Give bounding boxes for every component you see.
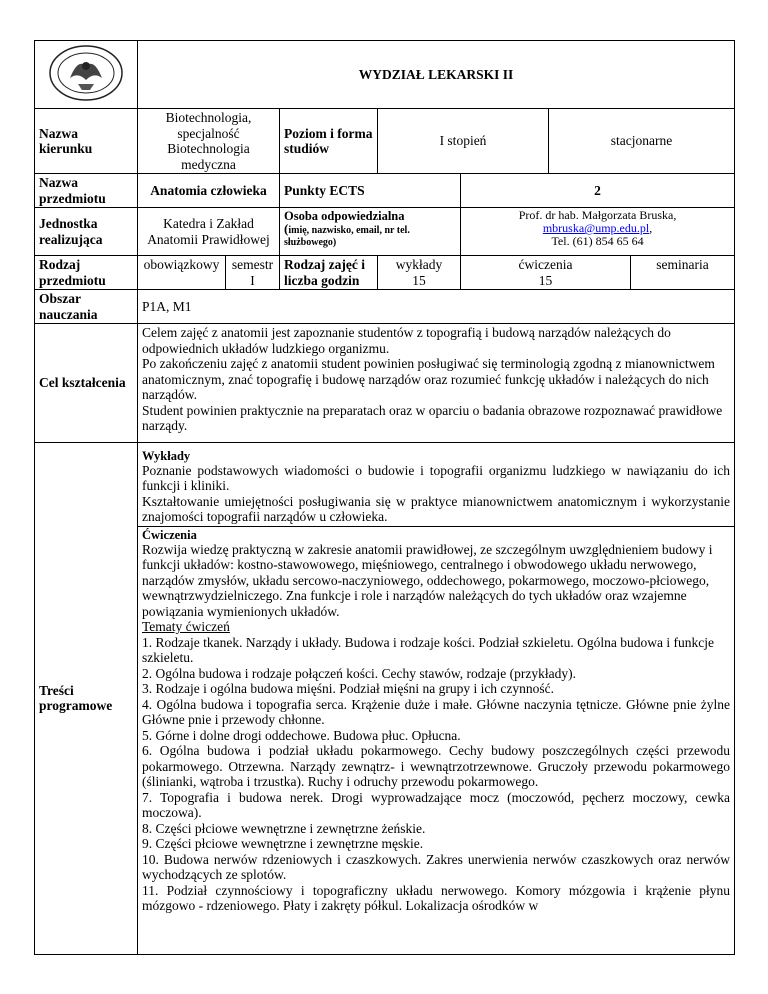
wyklady-cell: [378, 256, 461, 290]
header-row: [35, 41, 735, 109]
topic-item: 1. Rodzaje tkanek. Narządy i układy. Budowa i rodzaje kości. Podział szkieletu. Ogólna budowa i funkcje szkieletu.: [142, 634, 714, 665]
topic-item: 4. Ogólna budowa i topografia serca. Krążenie duże i małe. Główne naczynia tętnicze. Główne pnie żylne Główne pnie i przewody chłonne.: [142, 696, 731, 727]
zajecia-label: Rodzaj zajęć i liczba godzin: [280, 256, 378, 290]
osoba-name: Prof. dr hab. Małgorzata Bruska,: [518, 208, 677, 222]
osoba-paren: (: [284, 221, 289, 236]
kierunek-label: Nazwa kierunku: [35, 109, 138, 174]
wyklady-hours: 15: [412, 272, 426, 288]
cwiczenia-cell: [461, 256, 631, 290]
osoba-label: Osoba odpowiedzialna: [284, 209, 405, 223]
faculty-title: WYDZIAŁ LEKARSKI II: [138, 41, 735, 109]
topic-item: 10. Budowa nerwów rdzeniowych i czaszkowych. Zakres unerwienia nerwów czaszkowych oraz nerwów wychodzących ze splotów.: [142, 851, 731, 882]
osoba-label-cell: [280, 208, 461, 256]
cwiczenia-heading: Ćwiczenia: [142, 527, 197, 542]
row-cel: [35, 324, 735, 443]
row-przedmiot: [35, 174, 735, 208]
syllabus-page: [34, 40, 734, 955]
topic-item: 2. Ogólna budowa i rodzaje połączeń kości. Cechy stawów, rodzaje (przykłady).: [142, 665, 576, 681]
syllabus-table: [34, 40, 735, 955]
row-kierunek: [35, 109, 735, 174]
osoba-phone: Tel. (61) 854 65 64: [551, 234, 644, 248]
row-rodzaj: [35, 256, 735, 290]
przedmiot-label: Nazwa przedmiotu: [35, 174, 138, 208]
osoba-email-link[interactable]: mbruska@ump.edu.pl: [542, 221, 650, 235]
row-tresci-cwiczenia: [35, 526, 735, 954]
poziom-label: Poziom i forma studiów: [280, 109, 378, 174]
wyklady-content: [138, 442, 735, 526]
topic-item: 5. Górne i dolne drogi oddechowe. Budowa płuc. Opłucna.: [142, 727, 461, 743]
cwiczenia-content: [138, 526, 735, 954]
jednostka-label: Jednostka realizująca: [35, 208, 138, 256]
ects-label: Punkty ECTS: [280, 174, 461, 208]
topic-item: 3. Rodzaje i ogólna budowa mięśni. Podział mięśni na grupy i ich czynność.: [142, 681, 555, 696]
seminaria-label: seminaria: [631, 256, 735, 290]
cel-line-3: Student powinien praktycznie na preparatach oraz w oparciu o badania obrazowe rozpoznawać prawidłowe narządy.: [142, 402, 723, 433]
obszar-label: Obszar nauczania: [35, 290, 138, 324]
logo-cell: [35, 41, 138, 109]
semestr-label: semestr: [231, 257, 274, 272]
cel-line-2: Po zakończeniu zajęć z anatomii student powinien posługiwać się terminologią zgodną z mianownictwem anatomicznym, znać topografię i budowę narządów oraz rozumieć funkcję układów i należących do nich narządów.: [142, 356, 715, 402]
row-tresci-wyklady: [35, 442, 735, 526]
rodzaj-value: obowiązkowy: [138, 256, 226, 290]
przedmiot-value: Anatomia człowieka: [138, 174, 280, 208]
cel-line-1: Celem zajęć z anatomii jest zapoznanie studentów z topografią i budową narządów należących do odpowiednich układów ludzkiego organizmu.: [142, 325, 671, 356]
topic-item: 8. Części płciowe wewnętrzne i zewnętrzne żeńskie.: [142, 820, 426, 836]
university-seal-icon: [48, 44, 124, 102]
ects-value: 2: [461, 174, 735, 208]
cwiczenia-intro: Rozwija wiedzę praktyczną w zakresie anatomii prawidłowej, ze szczególnym uwzględnieniem budowy i funkcji układów: kostno-stawowowego, mięśniowego, centralnego i obwodowego układu nerwowego, narządów zmysłów, układu sercowo-naczyniowego, oddechowego, pokarmowego, moczowo-płciowego, wewnątrzwydzielniczego. Zna funkcje i role i narządów należących do tych układów oraz wzajemne powiązania wymienionych układów.: [142, 541, 713, 619]
row-obszar: [35, 290, 735, 324]
poziom-level: I stopień: [378, 109, 549, 174]
poziom-form: stacjonarne: [549, 109, 735, 174]
osoba-email-suffix: ,: [649, 221, 653, 235]
rodzaj-label: Rodzaj przedmiotu: [35, 256, 138, 290]
cel-content: [138, 324, 735, 443]
osoba-sublabel: imię, nazwisko, email, nr tel. służbowego): [284, 225, 410, 248]
semestr-cell: [226, 256, 280, 290]
topic-item: 6. Ogólna budowa i podział układu pokarmowego. Cechy budowy poszczególnych części przewodu pokarmowego. Otrzewna. Narządy zewnątrz- i wewnątrzotrzewnowe. Gruczoły przewodu pokarmowego (ślinianki, wątroba i trzustka). Ruchy i odruchy przewodu pokarmowego.: [142, 743, 731, 789]
cwiczenia-hours: 15: [538, 272, 553, 288]
wyklady-paragraph-1: Poznanie podstawowych wiadomości o budowie i topografii organizmu ludzkiego w nawiązaniu do ich funkcji i kliniki.: [142, 462, 731, 493]
obszar-value: P1A, M1: [138, 290, 735, 324]
tresci-label: Treści programowe: [35, 442, 138, 954]
cwiczenia-label: ćwiczenia: [518, 257, 573, 272]
jednostka-value: Katedra i Zakład Anatomii Prawidłowej: [138, 208, 280, 256]
wyklady-paragraph-2: Kształtowanie umiejętności posługiwania się w praktyce mianownictwem anatomicznym i wykorzystanie znajomości topografii narządów u człowieka.: [142, 493, 731, 524]
kierunek-value: Biotechnologia, specjalność Biotechnologia medyczna: [138, 109, 280, 174]
tematy-heading: Tematy ćwiczeń: [142, 619, 230, 634]
osoba-value-cell: [461, 208, 735, 256]
semestr-value: I: [250, 272, 255, 288]
wyklady-label: wykłady: [395, 257, 443, 272]
row-jednostka: [35, 208, 735, 256]
topic-item: 11. Podział czynnościowy i topograficzny układu nerwowego. Komory mózgowia i krążenie płynu mózgowo - rdzeniowego. Płaty i zakręty półkul. Lokalizacja ośrodków w: [142, 882, 731, 913]
wyklady-heading: Wykłady: [142, 448, 191, 463]
cel-label: Cel kształcenia: [35, 324, 138, 443]
topic-item: 9. Części płciowe wewnętrzne i zewnętrzne męskie.: [142, 836, 424, 851]
topic-item: 7. Topografia i budowa nerek. Drogi wyprowadzające mocz (moczowód, pęcherz moczowy, cewka moczowa).: [142, 789, 731, 820]
